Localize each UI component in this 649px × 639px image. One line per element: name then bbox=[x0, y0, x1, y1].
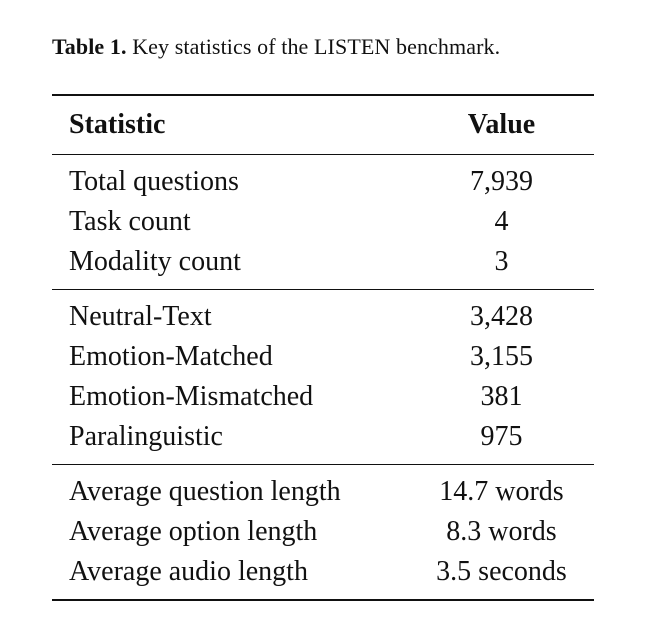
caption-label: Table 1. bbox=[52, 34, 127, 59]
row-value: 4 bbox=[494, 206, 509, 237]
table-row bbox=[52, 202, 594, 242]
row-statistic: Neutral-Text bbox=[69, 301, 212, 332]
table-row bbox=[52, 417, 594, 457]
table-header-row bbox=[52, 96, 594, 154]
table-row bbox=[52, 512, 594, 552]
row-value: 3,155 bbox=[470, 341, 533, 372]
row-value: 3.5 seconds bbox=[436, 556, 567, 587]
row-statistic: Task count bbox=[69, 206, 191, 237]
row-statistic: Average audio length bbox=[69, 556, 308, 587]
table-caption bbox=[52, 34, 500, 60]
row-value: 3,428 bbox=[470, 301, 533, 332]
row-value: 7,939 bbox=[470, 166, 533, 197]
row-value: 381 bbox=[480, 381, 523, 412]
table-row bbox=[52, 162, 594, 202]
row-statistic: Emotion-Mismatched bbox=[69, 381, 314, 412]
column-header-value: Value bbox=[467, 109, 536, 140]
table-row bbox=[52, 472, 594, 512]
row-statistic: Paralinguistic bbox=[69, 421, 223, 452]
row-value: 8.3 words bbox=[446, 516, 557, 547]
row-value: 14.7 words bbox=[439, 476, 564, 507]
row-statistic: Modality count bbox=[69, 246, 241, 277]
table-row bbox=[52, 242, 594, 282]
row-statistic: Average option length bbox=[69, 516, 318, 547]
row-statistic: Emotion-Matched bbox=[69, 341, 273, 372]
bottom-rule bbox=[52, 599, 594, 601]
table-row bbox=[52, 377, 594, 417]
row-statistic: Total questions bbox=[69, 166, 239, 197]
row-value: 3 bbox=[494, 246, 509, 277]
table-row bbox=[52, 337, 594, 377]
table-row bbox=[52, 552, 594, 592]
row-statistic: Average question length bbox=[69, 476, 341, 507]
statistics-table bbox=[52, 94, 594, 601]
caption-text: Key statistics of the LISTEN benchmark. bbox=[132, 34, 501, 59]
column-header-statistic: Statistic bbox=[69, 109, 166, 140]
row-value: 975 bbox=[480, 421, 523, 452]
table-row bbox=[52, 297, 594, 337]
